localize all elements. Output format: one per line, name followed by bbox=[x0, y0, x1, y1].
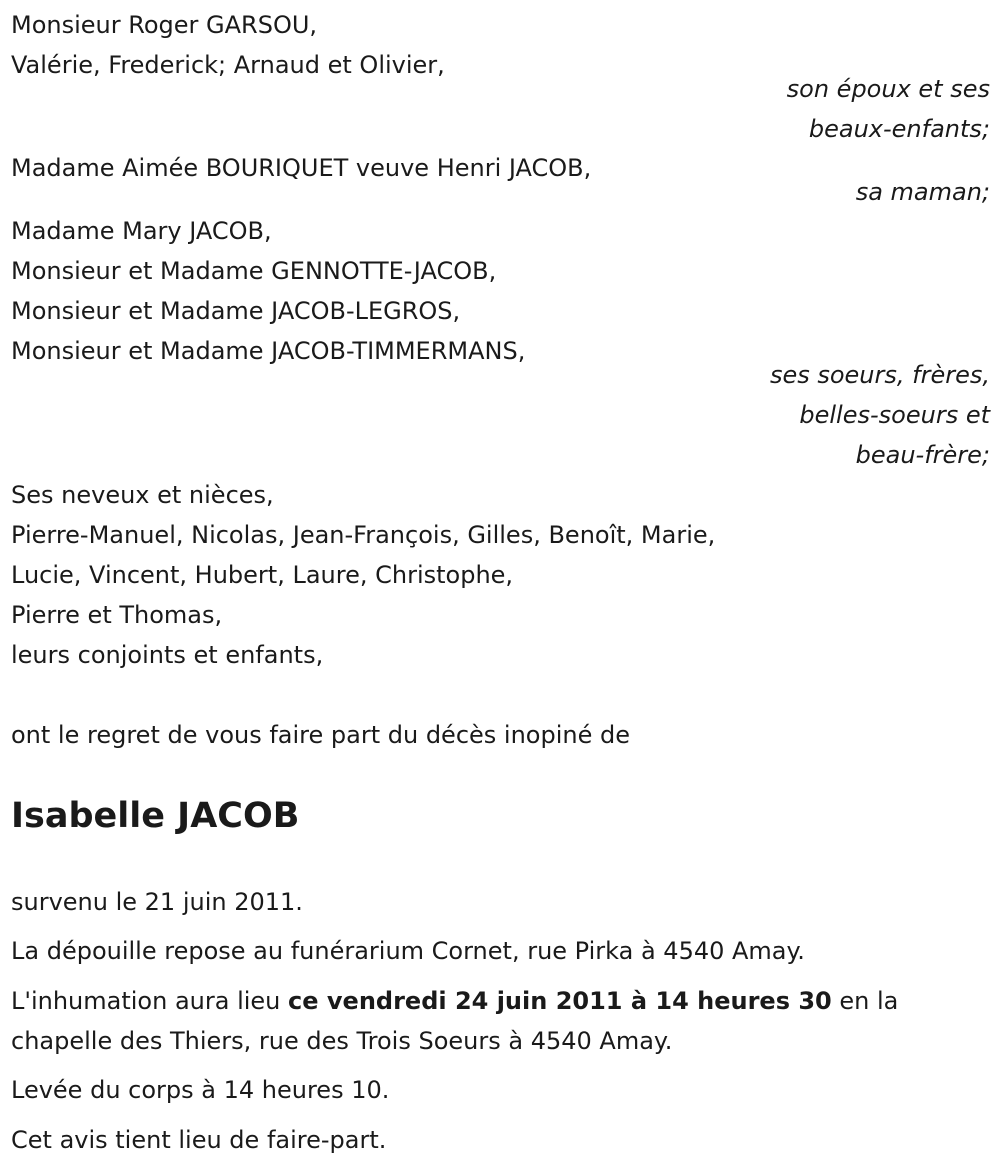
burial-line bbox=[11, 986, 898, 1016]
children-line: Valérie, Frederick; Arnaud et Olivier, bbox=[11, 51, 445, 79]
sibling-line: Monsieur et Madame GENNOTTE-JACOB, bbox=[11, 257, 497, 285]
sibling-line: Monsieur et Madame JACOB-TIMMERMANS, bbox=[11, 337, 526, 365]
burial-prefix: L'inhumation aura lieu bbox=[11, 987, 289, 1015]
notice-line: Cet avis tient lieu de faire-part. bbox=[11, 1126, 387, 1154]
spouse-role-line2: beaux-enfants; bbox=[808, 115, 990, 143]
date-line: survenu le 21 juin 2011. bbox=[11, 888, 303, 916]
nephews-line: leurs conjoints et enfants, bbox=[11, 641, 324, 669]
rest-location-line: La dépouille repose au funérarium Cornet, rue Pirka à 4540 Amay. bbox=[11, 937, 805, 965]
siblings-role-line: beau-frère; bbox=[855, 441, 990, 469]
spouse-role-line1: son époux et ses bbox=[786, 75, 990, 103]
nephews-line: Lucie, Vincent, Hubert, Laure, Christophe, bbox=[11, 561, 514, 589]
burial-location-line: chapelle des Thiers, rue des Trois Soeurs à 4540 Amay. bbox=[11, 1027, 673, 1055]
announcement-line: ont le regret de vous faire part du décès inopiné de bbox=[11, 721, 630, 749]
sibling-line: Madame Mary JACOB, bbox=[11, 217, 272, 245]
siblings-role-line: ses soeurs, frères, bbox=[769, 361, 990, 389]
nephews-line: Ses neveux et nièces, bbox=[11, 481, 274, 509]
mother-line: Madame Aimée BOURIQUET veuve Henri JACOB, bbox=[11, 154, 592, 182]
deceased-name: Isabelle JACOB bbox=[11, 796, 300, 836]
burial-date-time: ce vendredi 24 juin 2011 à 14 heures 30 bbox=[288, 987, 832, 1015]
nephews-line: Pierre-Manuel, Nicolas, Jean-François, Gilles, Benoît, Marie, bbox=[11, 521, 716, 549]
siblings-role-line: belles-soeurs et bbox=[799, 401, 990, 429]
burial-suffix: en la bbox=[831, 987, 899, 1015]
spouse-line: Monsieur Roger GARSOU, bbox=[11, 11, 318, 39]
nephews-line: Pierre et Thomas, bbox=[11, 601, 223, 629]
mother-role: sa maman; bbox=[855, 178, 990, 206]
sibling-line: Monsieur et Madame JACOB-LEGROS, bbox=[11, 297, 461, 325]
levee-line: Levée du corps à 14 heures 10. bbox=[11, 1076, 390, 1104]
